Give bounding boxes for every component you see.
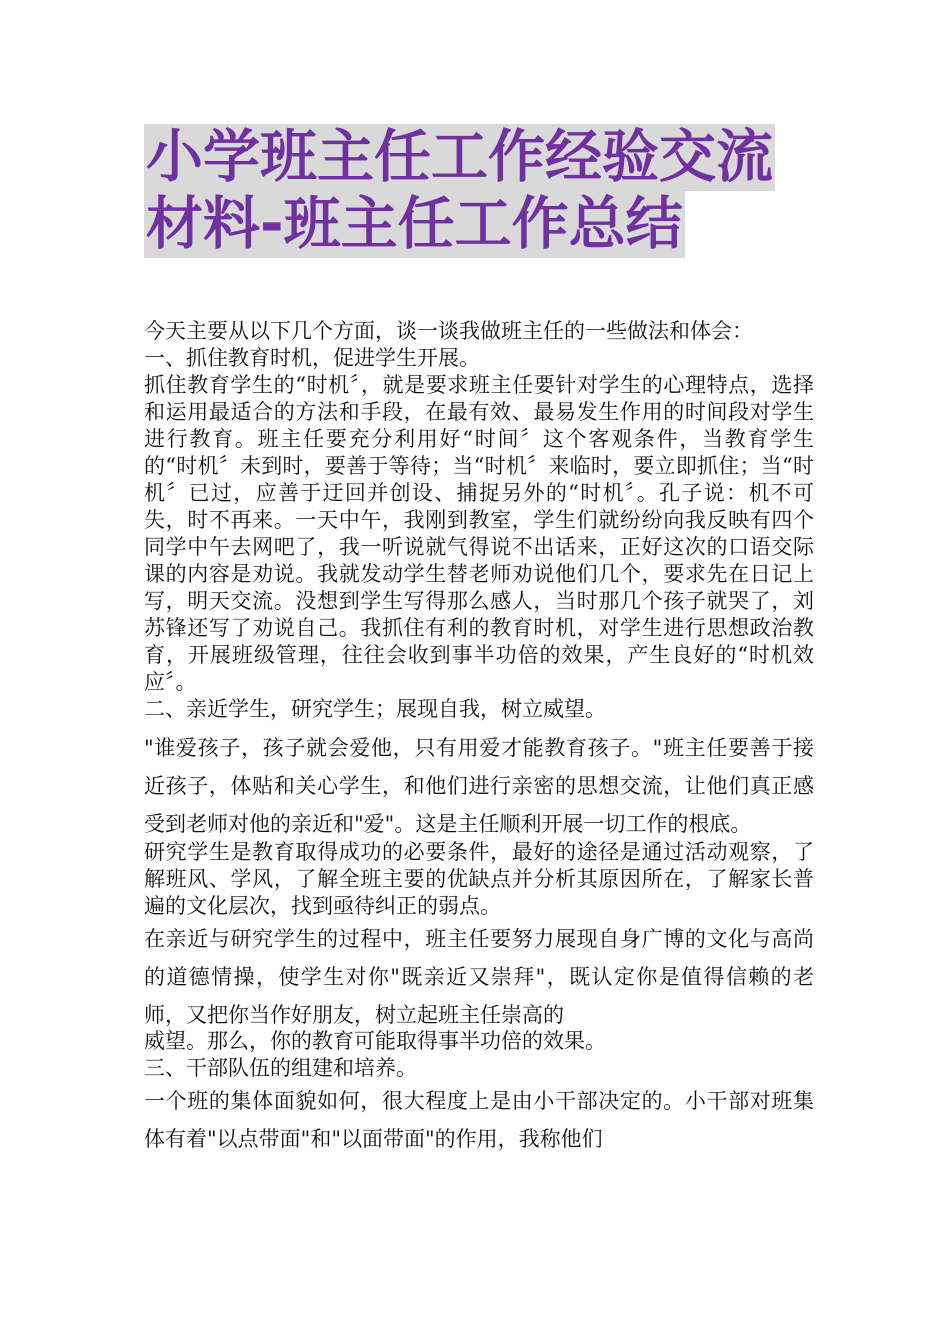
paragraph-study: 研究学生是教育取得成功的必要条件，最好的途径是通过活动观察，了解班风、学风，了解全班主要的优缺点并分析其原因所在，了解家长普遍的文化层次，找到亟待纠正的弱点。 [144, 840, 814, 918]
paragraph-cadres: 一个班的集体面貌如何，很大程度上是由小干部决定的。小干部对班集体有着"以点带面"和"以面带面"的作用，我称他们 [144, 1089, 814, 1151]
section-heading-1: 一、抓住教育时机，促进学生开展。 [144, 346, 480, 370]
section-heading-3: 三、干部队伍的组建和培养。 [144, 1056, 417, 1080]
paragraph-prestige: 威望。那么，你的教育可能取得事半功倍的效果。 [144, 1029, 606, 1053]
paragraph-intro: 今天主要从以下几个方面，谈一谈我做班主任的一些做法和体会： [144, 319, 753, 343]
paragraph-display: 在亲近与研究学生的过程中，班主任要努力展现自身广博的文化与高尚的道德情操，使学生对你"既亲近又崇拜"，既认定你是值得信赖的老师，又把你当作好朋友，树立起班主任崇高的 [144, 927, 814, 1027]
paragraph-love: "谁爱孩子，孩子就会爱他，只有用爱才能教育孩子。"班主任要善于接近孩子，体贴和关心学生，和他们进行亲密的思想交流，让他们真正感受到老师对他的亲近和"爱"。这是主任顺利开展一切工作的根底。 [144, 736, 814, 836]
title-line-1: 小学班主任工作经验交流 [146, 124, 773, 190]
document-title [144, 124, 824, 258]
section-heading-2: 二、亲近学生，研究学生；展现自我，树立威望。 [144, 697, 606, 721]
document-body [144, 318, 814, 1158]
paragraph-timing: 抓住教育学生的“时机〞，就是要求班主任要针对学生的心理特点，选择和运用最适合的方法和手段，在最有效、最易发生作用的时间段对学生进行教育。班主任要充分利用好“时间〞这个客观条件，当教育学生的“时机〞未到时，要善于等待；当“时机〞来临时，要立即抓住；当“时机〞已过，应善于迂回并创设、捕捉另外的“时机〞。孔子说：机不可失，时不再来。一天中午，我刚到教室，学生们就纷纷向我反映有四个同学中午去网吧了，我一听说就气得说不出话来，正好这次的口语交际课的内容是劝说。我就发动学生替老师劝说他们几个，要求先在日记上写，明天交流。没想到学生写得那么感人，当时那几个孩子就哭了，刘苏锋还写了劝说自己。我抓住有利的教育时机，对学生进行思想政治教育，开展班级管理，往往会收到事半功倍的效果，产生良好的“时机效应〞。 [144, 373, 814, 694]
title-line-2: 材料-班主任工作总结 [146, 191, 683, 257]
